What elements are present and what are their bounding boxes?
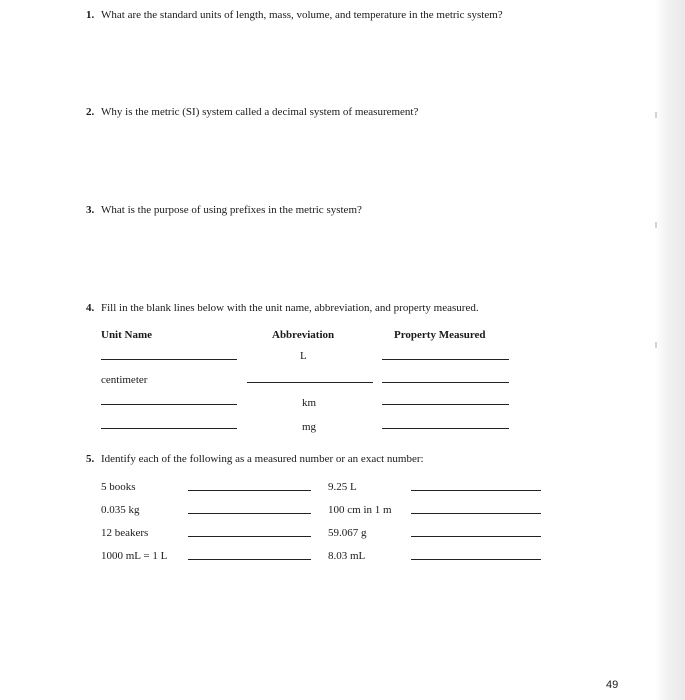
- page-edge-shadow: [655, 0, 685, 700]
- answer-blank[interactable]: [188, 513, 311, 514]
- question-1: [86, 9, 503, 21]
- question-text: Why is the metric (SI) system called a decimal system of measurement?: [101, 106, 419, 118]
- unit-name-blank[interactable]: [101, 359, 237, 360]
- identify-item: 12 beakers: [101, 527, 149, 539]
- page-number: 49: [606, 679, 619, 691]
- identify-item: 5 books: [101, 481, 136, 493]
- header-property-measured: Property Measured: [394, 329, 486, 341]
- answer-blank[interactable]: [188, 559, 311, 560]
- question-number: 3.: [86, 204, 95, 216]
- question-number: 1.: [86, 9, 95, 21]
- identify-item: 8.03 mL: [328, 550, 366, 562]
- answer-blank[interactable]: [411, 490, 541, 491]
- answer-blank[interactable]: [188, 490, 311, 491]
- answer-blank[interactable]: [188, 536, 311, 537]
- edge-mark: [655, 112, 657, 118]
- question-number: 4.: [86, 302, 95, 314]
- identify-item: 100 cm in 1 m: [328, 504, 392, 516]
- unit-name-blank[interactable]: [101, 404, 237, 405]
- property-blank[interactable]: [382, 382, 509, 383]
- property-blank[interactable]: [382, 404, 509, 405]
- identify-item: 1000 mL = 1 L: [101, 550, 168, 562]
- abbreviation-value: mg: [302, 421, 317, 433]
- question-number: 5.: [86, 453, 95, 465]
- abbreviation-value: L: [300, 350, 307, 362]
- unit-name-blank[interactable]: [101, 428, 237, 429]
- abbreviation-value: km: [302, 397, 317, 409]
- answer-blank[interactable]: [411, 559, 541, 560]
- header-abbreviation: Abbreviation: [272, 329, 335, 341]
- header-unit-name: Unit Name: [101, 329, 153, 341]
- identify-item: 59.067 g: [328, 527, 367, 539]
- identify-item: 9.25 L: [328, 481, 357, 493]
- question-4: [86, 302, 479, 314]
- abbreviation-blank[interactable]: [247, 382, 373, 383]
- question-text: What is the purpose of using prefixes in the metric system?: [101, 204, 362, 216]
- unit-name-value: centimeter: [101, 374, 148, 386]
- edge-mark: [655, 342, 657, 348]
- question-text: What are the standard units of length, mass, volume, and temperature in the metric system?: [101, 9, 503, 21]
- question-text: Fill in the blank lines below with the unit name, abbreviation, and property measured.: [101, 302, 479, 314]
- property-blank[interactable]: [382, 359, 509, 360]
- property-blank[interactable]: [382, 428, 509, 429]
- answer-blank[interactable]: [411, 536, 541, 537]
- answer-blank[interactable]: [411, 513, 541, 514]
- question-text: Identify each of the following as a measured number or an exact number:: [101, 453, 424, 465]
- question-3: [86, 204, 362, 216]
- question-2: [86, 106, 418, 118]
- identify-item: 0.035 kg: [101, 504, 140, 516]
- question-number: 2.: [86, 106, 95, 118]
- question-5: [86, 453, 424, 465]
- edge-mark: [655, 222, 657, 228]
